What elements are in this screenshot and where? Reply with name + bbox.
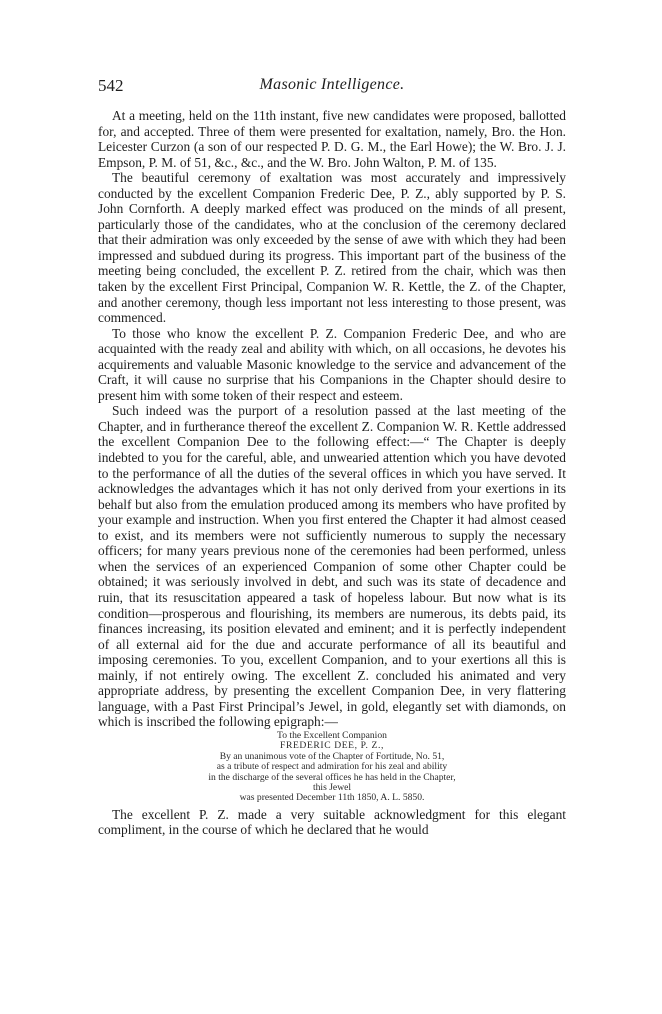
inscription-line: this Jewel [312,781,352,793]
jewel-inscription [98,731,566,804]
inscription-line: as a tribute of respect and admiration for his zeal and ability [216,761,448,773]
inscription-line: in the discharge of the several offices he has held in the Chapter, [208,771,456,783]
paragraph-companion-dee: To those who know the excellent P. Z. Companion Frederic Dee, and who are acquainted with the ready zeal and ability with which, on all occasions, he devotes his acquirements and valuable Masonic knowledge to the service and advancement of the Craft, it will cause no surprise that his Companions in the Chapter should desire to present him with some token of their respect and esteem. [98,325,566,403]
page-header [98,76,566,98]
inscription-line: was presented December 11th 1850, A. L. 5850. [239,792,425,804]
inscription-line: To the Excellent Companion [277,729,387,741]
paragraph-meeting: At a meeting, held on the 11th instant, five new candidates were proposed, ballotted for, and accepted. Three of them were presented for exaltation, namely, Bro. the Hon. Leicester Curzon (a son of our respected P. D. G. M., the Earl Howe); the W. Bro. J. J. Empson, P. M. of 51, &c., &c., and the W. Bro. John Walton, P. M. of 135. [98,108,566,170]
article-body [98,108,566,838]
page-number: 542 [98,76,124,95]
inscription-line: FREDERIC DEE, P. Z., [280,740,384,752]
running-title: Masonic Intelligence. [259,76,405,93]
book-page [98,76,566,838]
paragraph-ceremony: The beautiful ceremony of exaltation was most accurately and impressively conducted by the excellent Companion Frederic Dee, P. Z., ably supported by P. S. John Cornforth. A deeply marked effect was produced on the minds of all present, particularly those of the candidates, who at the conclusion of the ceremony declared that their admiration was only exceeded by the sense of awe with which they had been impressed and subdued during its progress. This important part of the business of the meeting being concluded, the excellent P. Z. retired from the chair, which was then taken by the excellent First Principal, Companion W. R. Kettle, the Z. of the Chapter, and another ceremony, though less important not less interesting to those present, was commenced. [98,170,566,326]
paragraph-resolution: Such indeed was the purport of a resolution passed at the last meeting of the Chapter, and in furtherance thereof the excellent Z. Companion W. R. Kettle addressed the excellent Companion Dee to the following effect:—“ The Chapter is deeply indebted to you for the careful, able, and unwearied attention which you have devoted to the performance of all the duties of the several offices in which you have served. It acknowledges the advantages which it has not only derived from your exertions in its behalf but also from the emulation produced among its members who have profited by your example and instruction. When you first entered the Chapter it had almost ceased to exist, and its members were not sufficiently numerous to supply the necessary officers; for many years previous none of the ceremonies had been performed, unless when the services of an experienced Companion of some other Chapter could be obtained; it was seriously involved in debt, and such was its state of decadence and ruin, that its resuscitation appeared a task of hopeless labour. But now what is its condition—prosperous and flourishing, its members are numerous, its debts paid, its finances increasing, its position elevated and eminent; and it is perfectly independent of all external aid for the due and accurate performance of all its beautiful and imposing ceremonies. To you, excellent Companion, and to your exertions all this is mainly, if not entirely owing. The excellent Z. concluded his animated and very appropriate address, by presenting the excellent Companion Dee, in very flattering language, with a Past First Principal’s Jewel, in gold, elegantly set with diamonds, on which is inscribed the following epigraph:— [98,403,566,730]
paragraph-acknowledgment: The excellent P. Z. made a very suitable acknowledgment for this elegant compliment, in the course of which he declared that he would [98,806,566,838]
inscription-line: By an unanimous vote of the Chapter of Fortitude, No. 51, [219,750,445,762]
